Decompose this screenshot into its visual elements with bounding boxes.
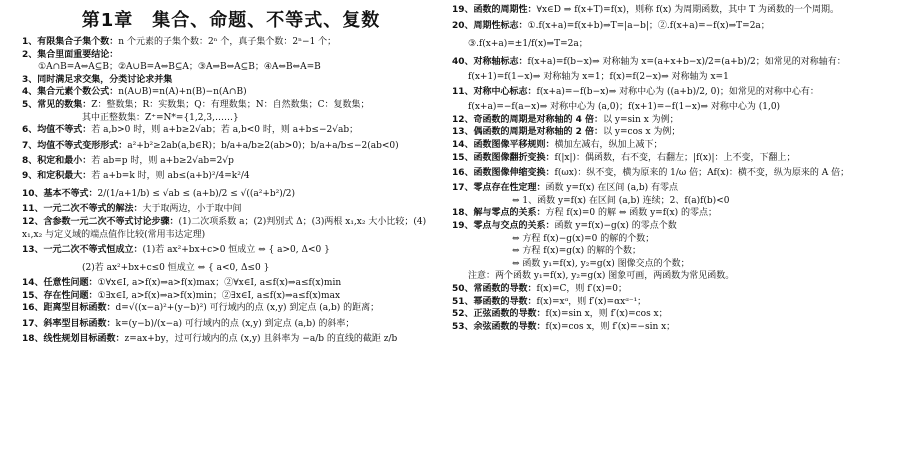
item-head: 线性规划目标函数： — [43, 333, 125, 344]
item-body: z=ax+by，过可行域内的点 (x,y) 且斜率为 −a/b 的直线的截距 z/b — [124, 333, 398, 344]
item-body: (1)二次项系数 a；(2)判别式 Δ；(3)两根 x₁,x₂ 大小比较；(4) — [178, 216, 427, 227]
item-body: ⇔ 函数 y₁=f(x), y₂=g(x) 图像交点的个数； — [512, 258, 690, 269]
item-body: 若 a,b>0 时，则 a+b≥2√ab；若 a,b<0 时，则 a+b≤−2√ab； — [91, 125, 359, 136]
formula-item — [22, 185, 440, 203]
item-num: 16、 — [22, 303, 44, 314]
item-body: ∀x∈D ⇒ f(x+T)=f(x)，则称 f(x) 为周期函数，其中 T 为函数的一个周期。 — [536, 5, 840, 15]
item-body: 方程 f(x)=0 的解 ⇔ 函数 y=f(x) 的零点； — [545, 208, 718, 219]
item-num: 51、 — [452, 296, 474, 307]
item-body: 2/(1/a+1/b) ≤ √ab ≤ (a+b)/2 ≤ √((a²+b²)/2) — [97, 189, 296, 200]
formula-item — [22, 74, 440, 87]
item-body: ③.f(x+a)=±1/f(x)⇒T=2a； — [468, 38, 588, 49]
item-head: 正弦函数的导数： — [473, 309, 546, 320]
formula-item — [452, 258, 892, 271]
item-num: 19、 — [452, 220, 474, 231]
formula-item — [452, 296, 892, 309]
item-num: 11、 — [452, 87, 474, 98]
item-head: 函数图像伸缩变换： — [473, 168, 555, 179]
formula-item — [22, 302, 440, 315]
formula-item — [22, 290, 440, 303]
item-num: 53、 — [452, 321, 474, 332]
item-body: (2)若 ax²+bx+c≤0 恒成立 ⇔ { a<0, Δ≤0 } — [82, 263, 270, 274]
item-num: 7、 — [22, 140, 38, 151]
item-head: 奇函数的周期是对称轴的 4 倍： — [473, 114, 604, 125]
item-body: ⇔ 1、函数 y=f(x) 在区间 (a,b) 连续；2、f(a)f(b)<0 — [512, 195, 730, 206]
formula-item — [452, 164, 892, 182]
item-num: 13、 — [22, 245, 44, 256]
item-num: 9、 — [22, 171, 38, 182]
item-head: 均值不等式变形形式： — [37, 140, 128, 151]
item-body: f(x+1)=f(1−x)⇒ 对称轴为 x=1；f(x)=f(2−x)⇒ 对称轴为 x=1 — [468, 71, 729, 82]
formula-item — [452, 207, 892, 220]
item-head: 函数图像翻折变换： — [473, 152, 555, 163]
item-head: 有限集合子集个数： — [37, 37, 119, 47]
item-head: 函数图像平移规则： — [473, 139, 555, 150]
item-num: 20、 — [452, 20, 474, 31]
item-head: 偶函数的周期是对称轴的 2 倍： — [473, 127, 604, 138]
item-body: (1)若 ax²+bx+c>0 恒成立 ⇔ { a>0, Δ<0 } — [142, 245, 330, 256]
item-num: 15、 — [22, 290, 44, 301]
formula-item — [452, 17, 892, 35]
item-head: 距离型目标函数： — [43, 303, 116, 314]
left-column — [22, 0, 440, 346]
formula-item — [452, 152, 892, 165]
item-body: ⇔ 方程 f(x)=g(x) 的解的个数； — [512, 246, 641, 257]
formula-item — [22, 49, 440, 62]
item-body: ①∃x∈I, a>f(x)⇒a>f(x)min；②∃x∈I, a≤f(x)⇒a≤f(x)max — [97, 290, 341, 301]
formula-item — [452, 71, 892, 84]
item-body: f(x)=C，则 f′(x)=0； — [536, 283, 628, 294]
formula-item — [22, 167, 440, 185]
item-head: 零点存在性定理： — [473, 183, 546, 194]
item-num: 6、 — [22, 125, 38, 136]
item-head: 基本不等式： — [43, 189, 98, 200]
item-body: 大于取两边，小于取中间 — [142, 204, 242, 215]
item-body: 以 y=sin x 为例； — [603, 114, 679, 125]
formula-item — [22, 333, 440, 346]
formula-item — [22, 61, 440, 74]
formula-item — [452, 220, 892, 233]
item-num: 12、 — [22, 216, 44, 227]
item-num: 14、 — [22, 278, 44, 289]
item-num: 12、 — [452, 114, 474, 125]
formula-item — [22, 203, 440, 216]
item-head: 解与零点的关系： — [473, 208, 546, 219]
item-body: f(x)=sin x，则 f′(x)=cos x； — [545, 309, 668, 320]
formula-item — [452, 101, 892, 114]
item-body: 以 y=cos x 为例； — [603, 127, 681, 138]
item-head: 含参数一元二次不等式讨论步骤： — [43, 216, 179, 227]
item-head: 均值不等式： — [37, 125, 92, 136]
formula-item — [452, 308, 892, 321]
formula-item — [452, 126, 892, 139]
item-head: 同时满足求交集，分类讨论求并集 — [37, 74, 173, 85]
formula-item — [452, 270, 892, 283]
item-num: 18、 — [452, 208, 474, 219]
item-body: Z：整数集；R：实数集；Q：有理数集；N：自然数集；C：复数集； — [91, 99, 370, 110]
item-num: 50、 — [452, 283, 474, 294]
item-body: 其中正整数集：Z⁺=N*={1,2,3,……} — [82, 112, 239, 123]
formula-item — [452, 53, 892, 71]
item-body: ①A∩B=A⇔A⊆B；②A∪B=A⇔B⊆A；③A⇒B⇔A⊆B；④A⇔B⇔A=B — [38, 62, 321, 73]
item-num: 11、 — [22, 204, 44, 215]
item-head: 周期性标志： — [473, 20, 528, 31]
item-num: 14、 — [452, 139, 474, 150]
item-num: 10、 — [22, 189, 44, 200]
formula-item — [22, 137, 440, 155]
item-head: 一元二次不等式的解法： — [43, 204, 143, 215]
right-column — [452, 0, 892, 333]
item-body: f(x+a)=−f(a−x)⇒ 对称中心为 (a,0)；f(x+1)=−f(1−x)⇒ 对称中心为 (1,0) — [468, 102, 781, 113]
item-body: f(x)=xᵅ，则 f′(x)=αxᵅ⁻¹； — [536, 296, 647, 307]
item-body: ⇔ 方程 f(x)−g(x)=0 的解的个数； — [512, 233, 655, 244]
item-head: 任意性问题： — [43, 278, 98, 289]
item-body: 若 ab=p 时，则 a+b≥2√ab=2√p — [91, 155, 234, 166]
item-body: f(x+a)=−f(b−x)⇒ 对称中心为 ((a+b)/2, 0)；如常见的对称中心有： — [536, 87, 819, 98]
item-body: 函数 y=f(x)−g(x) 的零点个数 — [554, 220, 677, 231]
formula-item — [22, 229, 440, 242]
item-head: 斜率型目标函数： — [43, 318, 116, 329]
formula-item — [22, 86, 440, 99]
item-num: 8、 — [22, 155, 38, 166]
formula-item — [452, 195, 892, 208]
item-num: 3、 — [22, 74, 38, 85]
formula-item — [22, 315, 440, 333]
item-body: f(x)=cos x，则 f′(x)=−sin x； — [545, 321, 676, 332]
formula-item — [452, 283, 892, 296]
item-num: 16、 — [452, 168, 474, 179]
item-num: 52、 — [452, 309, 474, 320]
item-num: 5、 — [22, 99, 38, 110]
item-head: 对称轴标志： — [473, 56, 528, 67]
formula-item — [452, 233, 892, 246]
item-num: 4、 — [22, 87, 38, 98]
item-body: d=√((x−a)²+(y−b)²) 可行域内的点 (x,y) 到定点 (a,b) 的距离； — [115, 303, 380, 314]
item-body: n 个元素的子集个数：2ⁿ 个，真子集个数：2ⁿ−1 个； — [118, 37, 337, 47]
item-body: x₁,x₂ 与定义域的端点值作比较(常用韦达定理) — [22, 229, 206, 240]
item-body: 横加左减右，纵加上减下； — [554, 139, 663, 150]
item-head: 存在性问题： — [43, 290, 98, 301]
item-head: 余弦函数的导数： — [473, 321, 546, 332]
item-body: a²+b²≥2ab(a,b∈R)；b/a+a/b≥2(ab>0)；b/a+a/b≤−2(ab<0) — [127, 140, 399, 151]
item-head: 一元二次不等式恒成立： — [43, 245, 143, 256]
item-body: k=(y−b)/(x−a) 可行域内的点 (x,y) 到定点 (a,b) 的斜率； — [115, 318, 355, 329]
formula-item — [452, 321, 892, 334]
item-head: 集合元素个数公式： — [37, 87, 119, 98]
item-head: 积定和最小： — [37, 155, 92, 166]
formula-item — [22, 155, 440, 168]
item-head: 零点与交点的关系： — [473, 220, 555, 231]
item-body: f(|x|)：偶函数，右不变，右翻左；|f(x)|：上不变，下翻上； — [554, 152, 796, 163]
item-body: ①∀x∈I, a>f(x)⇒a>f(x)max；②∀x∈I, a≤f(x)⇒a≤f(x)min — [97, 278, 342, 289]
formula-item — [452, 114, 892, 127]
formula-item — [22, 216, 440, 229]
item-num: 1、 — [22, 37, 38, 47]
item-body: 若 a+b=k 时，则 ab≤(a+b)²/4=k²/4 — [91, 171, 250, 182]
item-body: n(A∪B)=n(A)+n(B)−n(A∩B) — [118, 87, 247, 98]
formula-item — [22, 99, 440, 112]
item-num: 19、 — [452, 5, 474, 15]
formula-item — [452, 83, 892, 101]
formula-item — [22, 277, 440, 290]
formula-item — [22, 241, 440, 259]
formula-item — [452, 35, 892, 53]
item-body: f(ωx)：纵不变，横为原来的 1/ω 倍；Af(x)：横不变，纵为原来的 A 倍； — [554, 168, 850, 179]
formula-item — [22, 112, 440, 125]
formula-item — [452, 139, 892, 152]
formula-item — [22, 36, 440, 49]
item-head: 常见的数集： — [37, 99, 92, 110]
item-num: 40、 — [452, 56, 474, 67]
formula-item — [452, 245, 892, 258]
item-num: 18、 — [22, 333, 44, 344]
formula-item — [452, 182, 892, 195]
item-body: f(x+a)=f(b−x)⇒ 对称轴为 x=(a+x+b−x)/2=(a+b)/2；如常见的对称轴有： — [527, 56, 846, 67]
formula-item — [452, 4, 892, 17]
item-num: 17、 — [452, 183, 474, 194]
item-body: 注意：两个函数 y₁=f(x), y₂=g(x) 图象可画，两函数为常见函数。 — [468, 271, 735, 282]
item-num: 13、 — [452, 127, 474, 138]
item-body: ①.f(x+a)=f(x+b)⇒T=|a−b|；②.f(x+a)=−f(x)⇒T=2a； — [527, 20, 770, 31]
item-head: 集合里面重要结论： — [37, 49, 119, 60]
item-body: 函数 y=f(x) 在区间 (a,b) 有零点 — [545, 183, 679, 194]
item-head: 和定积最大： — [37, 171, 92, 182]
item-num: 17、 — [22, 318, 44, 329]
item-head: 函数的周期性： — [473, 5, 537, 15]
item-head: 幂函数的导数： — [473, 296, 537, 307]
chapter-title: 第1章 集合、命题、不等式、复数 — [81, 10, 381, 31]
item-head: 常函数的导数： — [473, 283, 537, 294]
item-num: 15、 — [452, 152, 474, 163]
formula-item — [22, 259, 440, 277]
item-head: 对称中心标志： — [473, 87, 537, 98]
formula-item — [22, 124, 440, 137]
item-num: 2、 — [22, 49, 38, 60]
